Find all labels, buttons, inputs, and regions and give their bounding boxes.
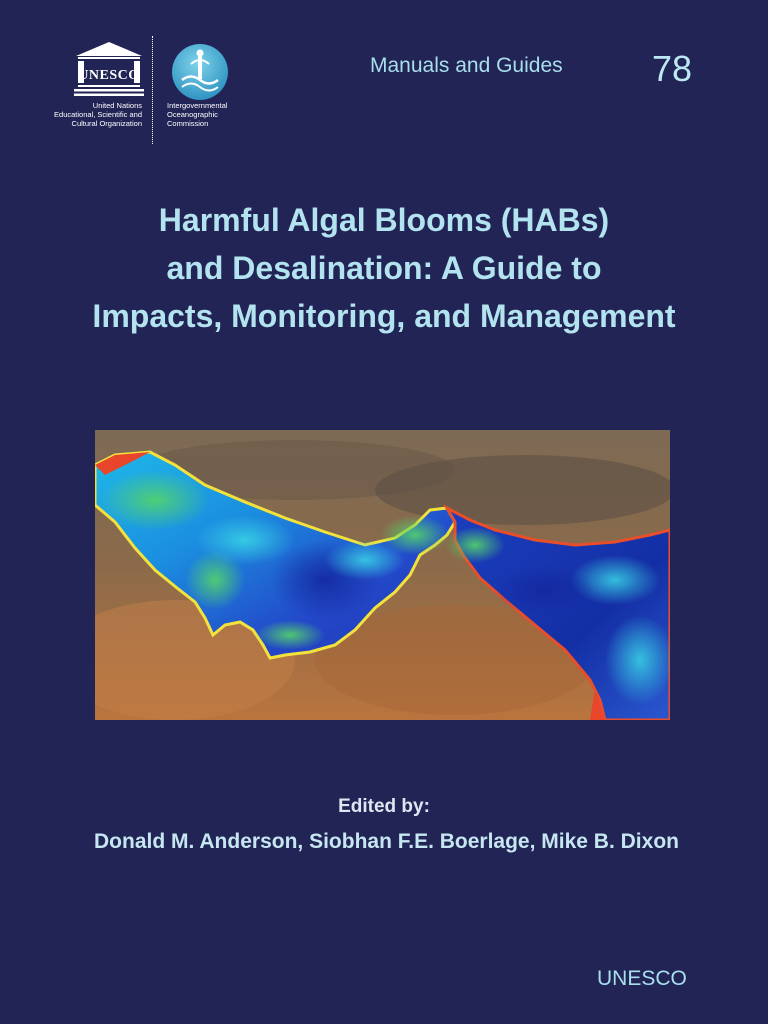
ioc-logo-icon bbox=[170, 42, 230, 102]
unesco-caption-line-3: Cultural Organization bbox=[71, 119, 142, 128]
unesco-wordmark: UNESCO bbox=[78, 68, 140, 83]
ioc-caption-line-3: Commission bbox=[167, 119, 209, 128]
series-name: Manuals and Guides bbox=[370, 54, 563, 77]
editors-list: Donald M. Anderson, Siobhan F.E. Boerlage, Mike B. Dixon bbox=[94, 830, 679, 853]
unesco-logo bbox=[74, 40, 144, 98]
title-line-3: Impacts, Monitoring, and Management bbox=[92, 298, 676, 334]
logo-divider bbox=[152, 36, 153, 144]
title-line-2: and Desalination: A Guide to bbox=[166, 250, 602, 286]
unesco-caption-line-1: United Nations bbox=[92, 101, 142, 110]
unesco-caption bbox=[30, 101, 142, 128]
unesco-caption-line-2: Educational, Scientific and bbox=[54, 110, 142, 119]
ioc-caption-line-2: Oceanographic bbox=[167, 110, 218, 119]
satellite-map-image bbox=[95, 430, 670, 720]
publisher-name: UNESCO bbox=[597, 967, 687, 990]
ioc-caption-line-1: Intergovernmental bbox=[167, 101, 228, 110]
title-line-1: Harmful Algal Blooms (HABs) bbox=[158, 202, 610, 238]
ioc-caption bbox=[167, 101, 267, 128]
issue-number: 78 bbox=[652, 48, 693, 89]
publisher-logos bbox=[30, 36, 260, 148]
edited-by-label: Edited by: bbox=[338, 796, 430, 817]
book-title bbox=[20, 196, 748, 340]
